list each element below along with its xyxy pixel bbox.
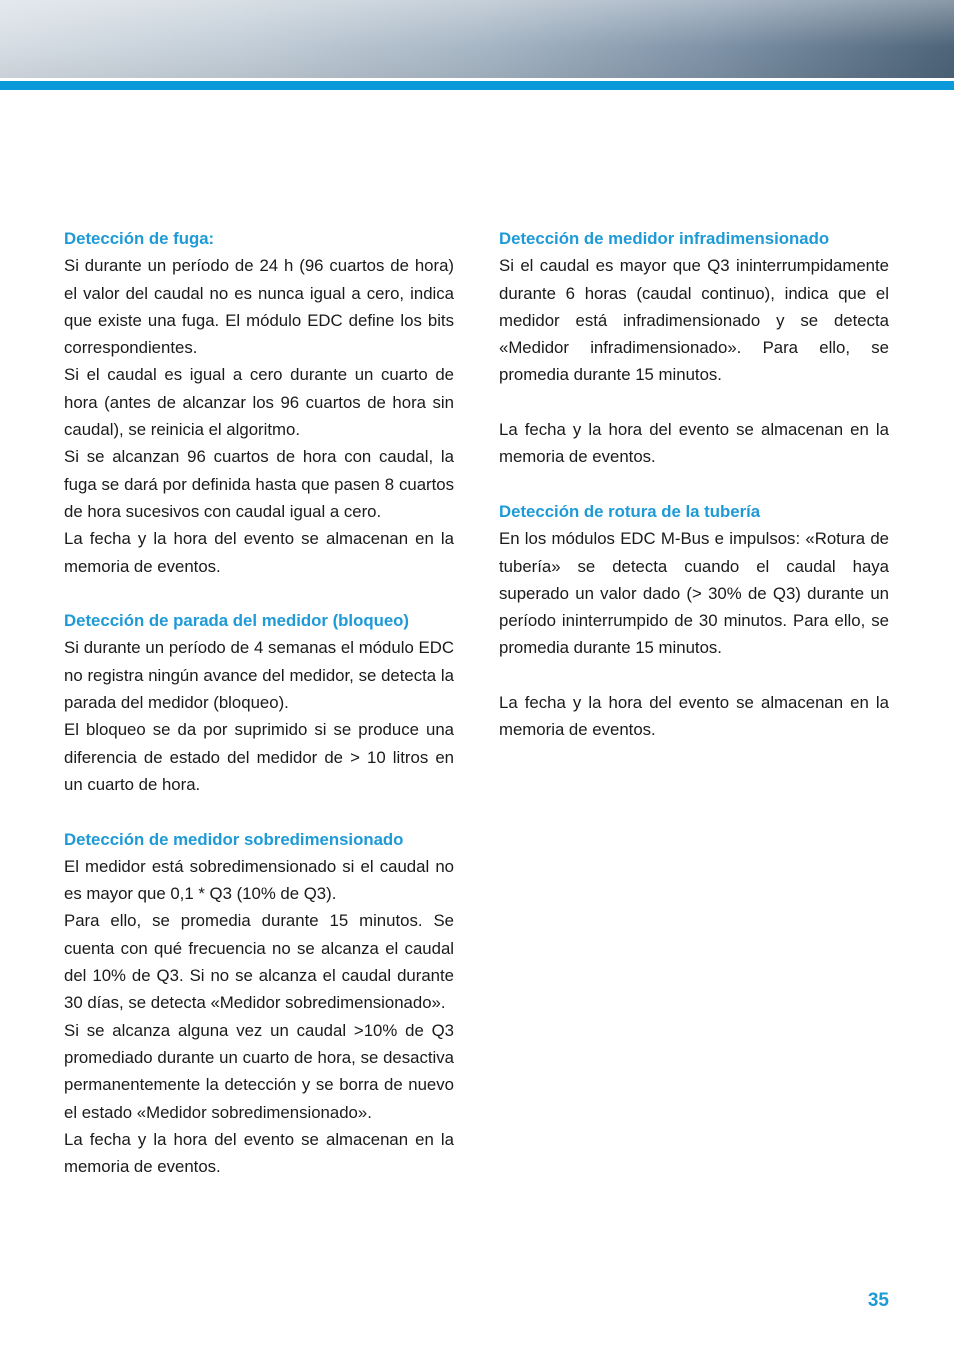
paragraph: Si se alcanzan 96 cuartos de hora con caudal, la fuga se dará por definida hasta que pasen 8 cuartos de hora sucesivos con caudal igual a cero. <box>64 447 454 521</box>
paragraph: Para ello, se promedia durante 15 minutos. Se cuenta con qué frecuencia no se alcanza el caudal del 10% de Q3. Si no se alcanza el caudal durante 30 días, se detecta «Medidor sobredimensionado». <box>64 911 454 1013</box>
paragraph: El medidor está sobredimensionado si el caudal no es mayor que 0,1 * Q3 (10% de Q3). <box>64 856 454 904</box>
left-column <box>64 225 454 1208</box>
paragraph: La fecha y la hora del evento se almacenan en la memoria de eventos. <box>64 1129 454 1177</box>
section-heading: Detección de fuga: <box>64 229 215 248</box>
section-heading: Detección de medidor sobredimensionado <box>64 829 404 849</box>
section-pipe-burst-detection <box>499 498 889 744</box>
section-leak-detection <box>64 225 454 580</box>
paragraph: Si se alcanza alguna vez un caudal >10% de Q3 promediado durante un cuarto de hora, se desactiva permanentemente la detección y se borra de nuevo el estado «Medidor sobredimensionado». <box>64 1020 454 1122</box>
section-undersized-meter-detection <box>499 225 889 471</box>
paragraph-spacer <box>499 662 889 689</box>
paragraph: La fecha y la hora del evento se almacenan en la memoria de eventos. <box>499 420 889 467</box>
section-oversized-meter-detection <box>64 826 454 1181</box>
paragraph: Si el caudal es mayor que Q3 ininterrumpidamente durante 6 horas (caudal continuo), indica que el medidor está infradimensionado y se detecta «Medidor infradimensionado». Para ello, se promedia durante 15 minutos. <box>499 256 889 385</box>
page-number: 35 <box>867 1290 889 1311</box>
paragraph: Si durante un período de 4 semanas el módulo EDC no registra ningún avance del medidor, se detecta la parada del medidor (bloqueo). <box>64 638 454 713</box>
section-heading: Detección de parada del medidor (bloqueo) <box>64 611 409 631</box>
paragraph: La fecha y la hora del evento se almacenan en la memoria de eventos. <box>499 693 889 740</box>
right-column <box>499 225 889 771</box>
paragraph: Si el caudal es igual a cero durante un cuarto de hora (antes de alcanzar los 96 cuartos de hora sin caudal), se reinicia el algoritmo. <box>64 365 454 440</box>
header-banner <box>0 0 954 78</box>
paragraph-spacer <box>499 389 889 416</box>
section-heading: Detección de rotura de la tubería <box>499 501 761 521</box>
header-accent-stripe <box>0 81 954 90</box>
section-heading: Detección de medidor infradimensionado <box>499 229 830 248</box>
paragraph: La fecha y la hora del evento se almacenan en la memoria de eventos. <box>64 529 454 576</box>
paragraph: Si durante un período de 24 h (96 cuartos de hora) el valor del caudal no es nunca igual a cero, indica que existe una fuga. El módulo EDC define los bits correspondientes. <box>64 256 454 358</box>
section-meter-stop-detection <box>64 607 454 798</box>
paragraph: En los módulos EDC M-Bus e impulsos: «Rotura de tubería» se detecta cuando el caudal haya superado un valor dado (> 30% de Q3) durante un período ininterrumpido de 30 minutos. Para ello, se promedia durante 15 minutos. <box>499 529 889 658</box>
paragraph: El bloqueo se da por suprimido si se produce una diferencia de estado del medidor de > 10 litros en un cuarto de hora. <box>64 720 454 794</box>
